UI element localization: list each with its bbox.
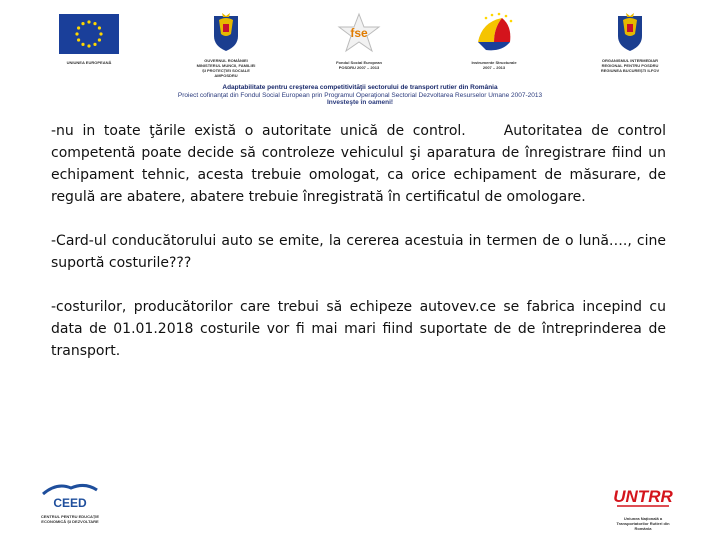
oirposdru-crest-logo <box>598 12 662 73</box>
slide-body <box>51 120 666 384</box>
untrr-wordmark-icon <box>611 480 675 512</box>
banner-title: Adaptabilitate pentru creşterea competitivităţii sectorului de transport rutier din România <box>222 84 498 91</box>
eu-flag-icon <box>59 14 119 54</box>
banner-subtitle: Proiect cofinanţat din Fondul Social European prin Programul Operaţional Sectorial Dezvoltarea Resurselor Umane 2007-2013 <box>177 91 543 99</box>
ceed-caption: CENTRUL PENTRU EDUCAȚIE ECONOMICĂ ȘI DEZVOLTARE <box>40 514 100 524</box>
untrr-logo <box>608 480 678 531</box>
paragraph-1-lead: -nu in toate ţările există o autoritate unică de control. <box>51 123 466 139</box>
ceed-wave-icon <box>41 480 99 510</box>
si-logo-caption: Instrumente Structurale 2007 – 2013 <box>471 60 517 70</box>
untrr-caption: Uniunea Naţională a Transportatorilor Rutieri din România <box>616 516 670 531</box>
header-logos <box>0 0 720 80</box>
eu-flag-logo <box>58 14 120 65</box>
structural-instruments-logo <box>464 12 524 70</box>
untrr-wordmark: UNTRR <box>613 487 673 506</box>
romania-crest-icon <box>211 12 241 52</box>
paragraph-1 <box>51 120 666 208</box>
gov-crest-logo <box>196 12 256 78</box>
banner-motto: Investeşte în oameni! <box>326 99 394 106</box>
romania-crest-icon <box>615 12 645 52</box>
ceed-logo <box>38 480 102 524</box>
structural-instruments-icon <box>472 12 516 54</box>
eu-logo-caption: UNIUNEA EUROPEANĂ <box>66 60 112 65</box>
paragraph-2: -Card-ul conducătorului auto se emite, la cererea acestuia in termen de o lună…., cine suportă costurile??? <box>51 233 666 271</box>
gov-logo-caption: GUVERNUL ROMÂNIEI MINISTERUL MUNCII, FAMILIEI ȘI PROTECȚIEI SOCIALE AMPOSDRU <box>196 58 256 78</box>
paragraph-1-rest: Autoritatea de control competentă poate decide să controleze vehiculul şi aparatura de înregistrare fiind un echipament tehnic, acesta trebuie omologat, ca orice echipament de măsurare, de regulă are abatere, abatere trebuie înregistrată în certificatul de omologare. <box>51 123 666 205</box>
fse-logo <box>328 12 390 70</box>
oir-logo-caption: ORGANISMUL INTERMEDIAR REGIONAL PENTRU POSDRU REGIUNEA BUCUREȘTI ILFOV <box>600 58 660 73</box>
project-banner <box>100 84 620 107</box>
paragraph-3: -costurilor, producătorilor care trebui să echipeze autovev.ce se fabrica incepind cu data de 01.01.2018 costurile vor fi mai mari fiind suportate de de întreprinderea de transport. <box>51 299 666 359</box>
fse-star-icon <box>335 12 383 54</box>
ceed-wordmark: CEED <box>53 496 87 510</box>
svg-text:fse: fse <box>350 26 368 40</box>
fse-logo-caption: Fondul Social European POSDRU 2007 – 2013 <box>336 60 382 70</box>
